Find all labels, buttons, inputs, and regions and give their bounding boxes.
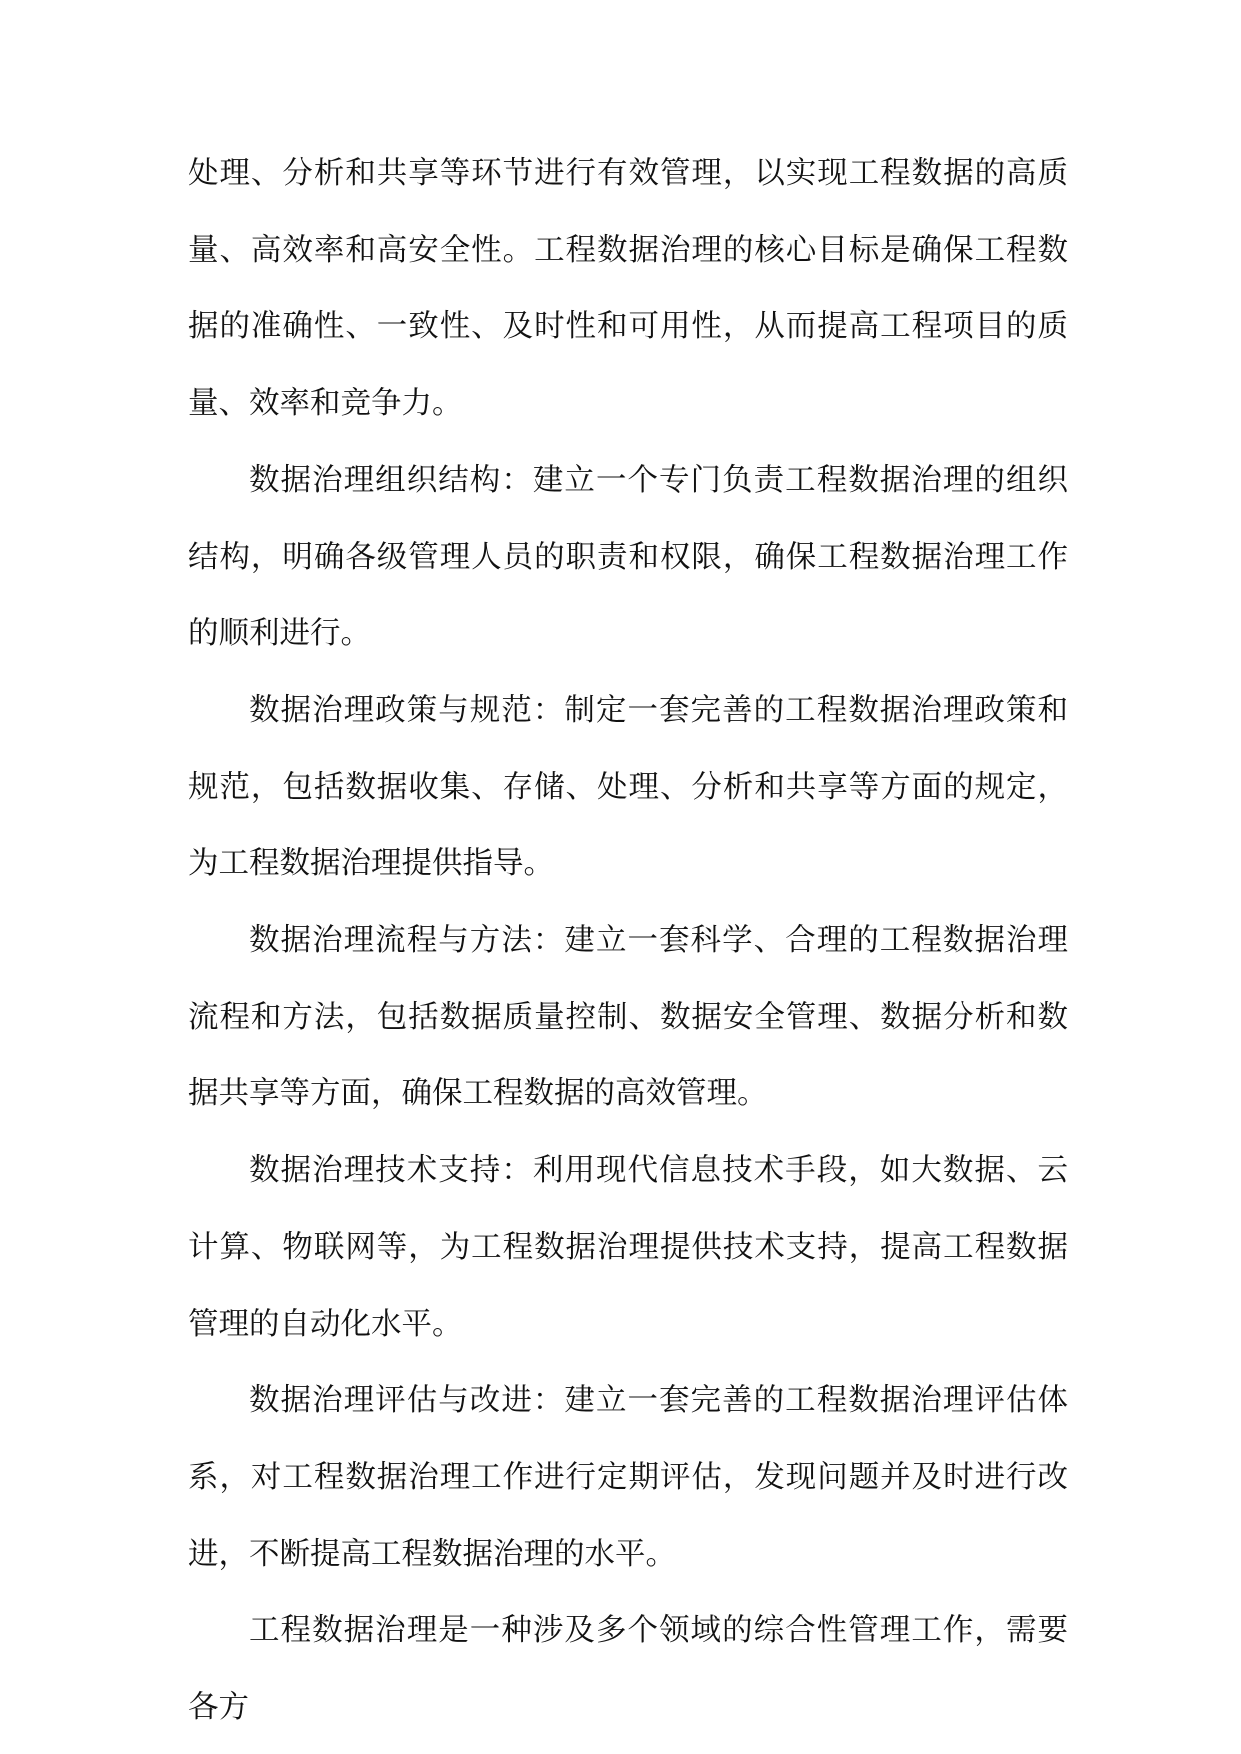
paragraph-process-and-methods: 数据治理流程与方法：建立一套科学、合理的工程数据治理流程和方法，包括数据质量控制、数据安全管理、数据分析和数据共享等方面，确保工程数据的高效管理。 bbox=[188, 923, 1068, 1112]
paragraph-summary: 工程数据治理是一种涉及多个领域的综合性管理工作，需要各方 bbox=[188, 1613, 1068, 1726]
paragraph-continued: 处理、分析和共享等环节进行有效管理，以实现工程数据的高质量、高效率和高安全性。工程数据治理的核心目标是确保工程数据的准确性、一致性、及时性和可用性，从而提高工程项目的质量、效率和竞争力。 bbox=[188, 156, 1068, 422]
document-body bbox=[188, 136, 1068, 1747]
paragraph-policy-and-standards: 数据治理政策与规范：制定一套完善的工程数据治理政策和规范，包括数据收集、存储、处理、分析和共享等方面的规定，为工程数据治理提供指导。 bbox=[188, 692, 1068, 882]
paragraph-technical-support: 数据治理技术支持：利用现代信息技术手段，如大数据、云计算、物联网等，为工程数据治理提供技术支持，提高工程数据管理的自动化水平。 bbox=[188, 1153, 1068, 1342]
paragraph-evaluation-and-improvement: 数据治理评估与改进：建立一套完善的工程数据治理评估体系，对工程数据治理工作进行定期评估，发现问题并及时进行改进，不断提高工程数据治理的水平。 bbox=[188, 1383, 1068, 1572]
paragraph-organization-structure: 数据治理组织结构：建立一个专门负责工程数据治理的组织结构，明确各级管理人员的职责和权限，确保工程数据治理工作的顺利进行。 bbox=[188, 462, 1068, 652]
